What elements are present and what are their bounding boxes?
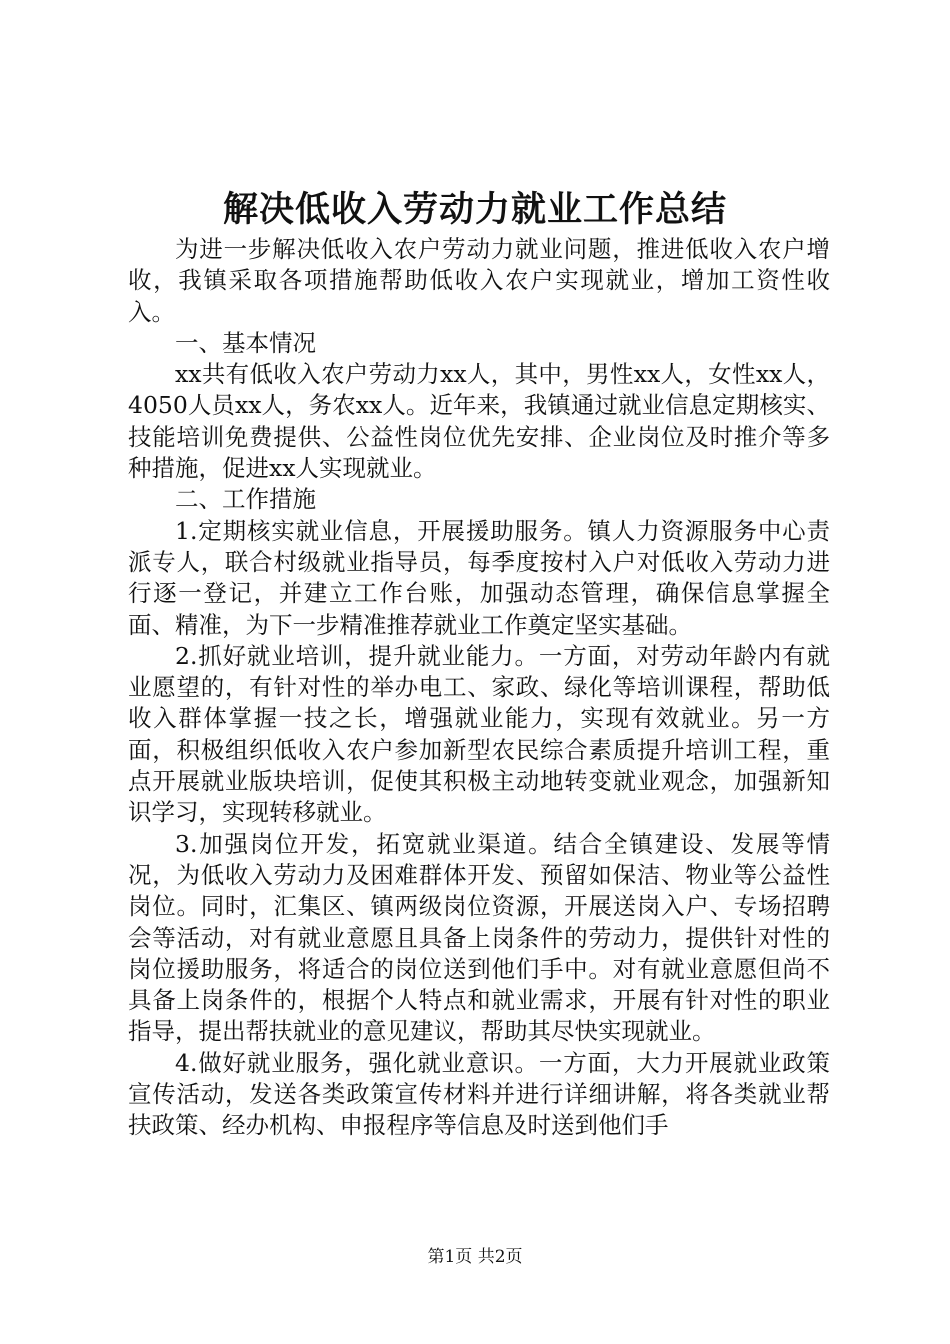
section-heading-work-measures: 二、工作措施 <box>175 485 316 514</box>
page-number-footer: 第1页 共2页 <box>427 1247 523 1267</box>
measure-paragraph-2: 2.抓好就业培训，提升就业能力。一方面，对劳动年龄内有就业愿望的，有针对性的举办电工、家政、绿化等培训课程，帮助低收入群体掌握一技之长，增强就业能力，实现有效就业。另一方面，积极组织低收入农户参加新型农民综合素质提升培训工程，重点开展就业版块培训，促使其积极主动地转变就业观念，加强新知识学习，实现转移就业。 <box>128 641 830 827</box>
basic-situation-paragraph: xx共有低收入农户劳动力xx人，其中，男性xx人，女性xx人，4050人员xx人，务农xx人。近年来，我镇通过就业信息定期核实、技能培训免费提供、公益性岗位优先安排、企业岗位及时推介等多种措施，促进xx人实现就业。 <box>128 360 830 483</box>
document-body <box>128 234 830 1142</box>
measure-paragraph-4: 4.做好就业服务，强化就业意识。一方面，大力开展就业政策宣传活动，发送各类政策宣传材料并进行详细讲解，将各类就业帮扶政策、经办机构、申报程序等信息及时送到他们手 <box>128 1048 830 1140</box>
document-title: 解决低收入劳动力就业工作总结 <box>222 189 727 230</box>
intro-paragraph: 为进一步解决低收入农户劳动力就业问题，推进低收入农户增收，我镇采取各项措施帮助低收入农户实现就业，增加工资性收入。 <box>128 235 830 326</box>
measure-paragraph-1: 1.定期核实就业信息，开展援助服务。镇人力资源服务中心责派专人，联合村级就业指导员，每季度按村入户对低收入劳动力进行逐一登记，并建立工作台账，加强动态管理，确保信息掌握全面、精准，为下一步精准推荐就业工作奠定坚实基础。 <box>128 516 830 639</box>
measure-paragraph-3: 3.加强岗位开发，拓宽就业渠道。结合全镇建设、发展等情况，为低收入劳动力及困难群体开发、预留如保洁、物业等公益性岗位。同时，汇集区、镇两级岗位资源，开展送岗入户、专场招聘会等活动，对有就业意愿且具备上岗条件的劳动力，提供针对性的岗位援助服务，将适合的岗位送到他们手中。对有就业意愿但尚不具备上岗条件的，根据个人特点和就业需求，开展有针对性的职业指导，提出帮扶就业的意见建议，帮助其尽快实现就业。 <box>128 829 830 1046</box>
section-heading-basic-situation: 一、基本情况 <box>175 328 316 357</box>
